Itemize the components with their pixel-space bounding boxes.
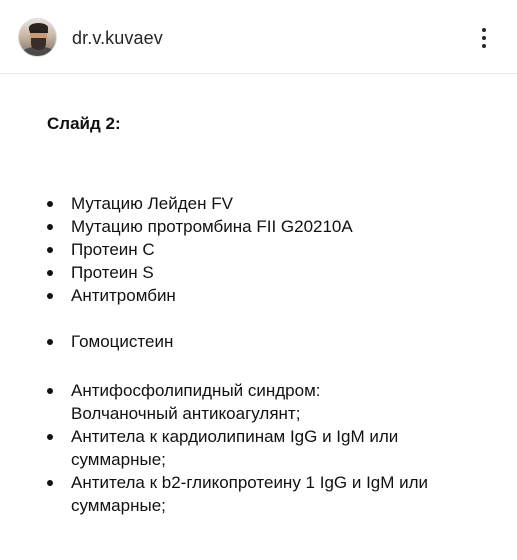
list-item-text: Антифосфолипидный синдром: — [71, 381, 321, 400]
more-options-icon[interactable] — [479, 28, 489, 54]
list-item-text-continuation: Волчаночный антикоагулянт; — [71, 404, 301, 423]
list-item-text: Мутацию Лейден FV — [71, 194, 233, 213]
list-item-text-continuation: суммарные; — [71, 450, 166, 469]
list-item-text: Протеин S — [71, 263, 154, 282]
username-link[interactable]: dr.v.kuvaev — [72, 28, 163, 48]
list-item — [47, 330, 487, 353]
bullet-icon — [47, 480, 53, 486]
avatar-glasses — [30, 31, 48, 37]
list-item-text: Протеин C — [71, 240, 155, 259]
bullet-icon — [47, 388, 53, 394]
avatar[interactable] — [18, 18, 57, 57]
list-item-text: Мутацию протромбина FII G20210A — [71, 217, 353, 236]
avatar-beard — [31, 38, 46, 50]
post-header — [0, 0, 517, 74]
list-item — [47, 192, 487, 215]
bullet-icon — [47, 201, 53, 207]
bullet-icon — [47, 434, 53, 440]
bullet-icon — [47, 270, 53, 276]
list-item — [47, 238, 487, 261]
list-item — [47, 215, 487, 238]
list-item-text: Гомоцистеин — [71, 332, 174, 351]
slide-list — [47, 192, 487, 517]
list-item — [47, 471, 487, 517]
dot-icon — [482, 36, 486, 40]
bullet-icon — [47, 224, 53, 230]
dot-icon — [482, 44, 486, 48]
list-item-text: Антитела к кардиолипинам IgG и IgM или — [71, 427, 399, 446]
list-item-text-continuation: суммарные; — [71, 496, 166, 515]
bullet-icon — [47, 293, 53, 299]
list-item-text: Антитела к b2-гликопротеину 1 IgG и IgM или — [71, 473, 429, 492]
list-item — [47, 379, 487, 425]
bullet-icon — [47, 339, 53, 345]
list-item-text: Антитромбин — [71, 286, 176, 305]
list-item — [47, 261, 487, 284]
list-item — [47, 284, 487, 307]
dot-icon — [482, 28, 486, 32]
list-item — [47, 425, 487, 471]
bullet-icon — [47, 247, 53, 253]
slide-title: Слайд 2: — [47, 114, 121, 133]
